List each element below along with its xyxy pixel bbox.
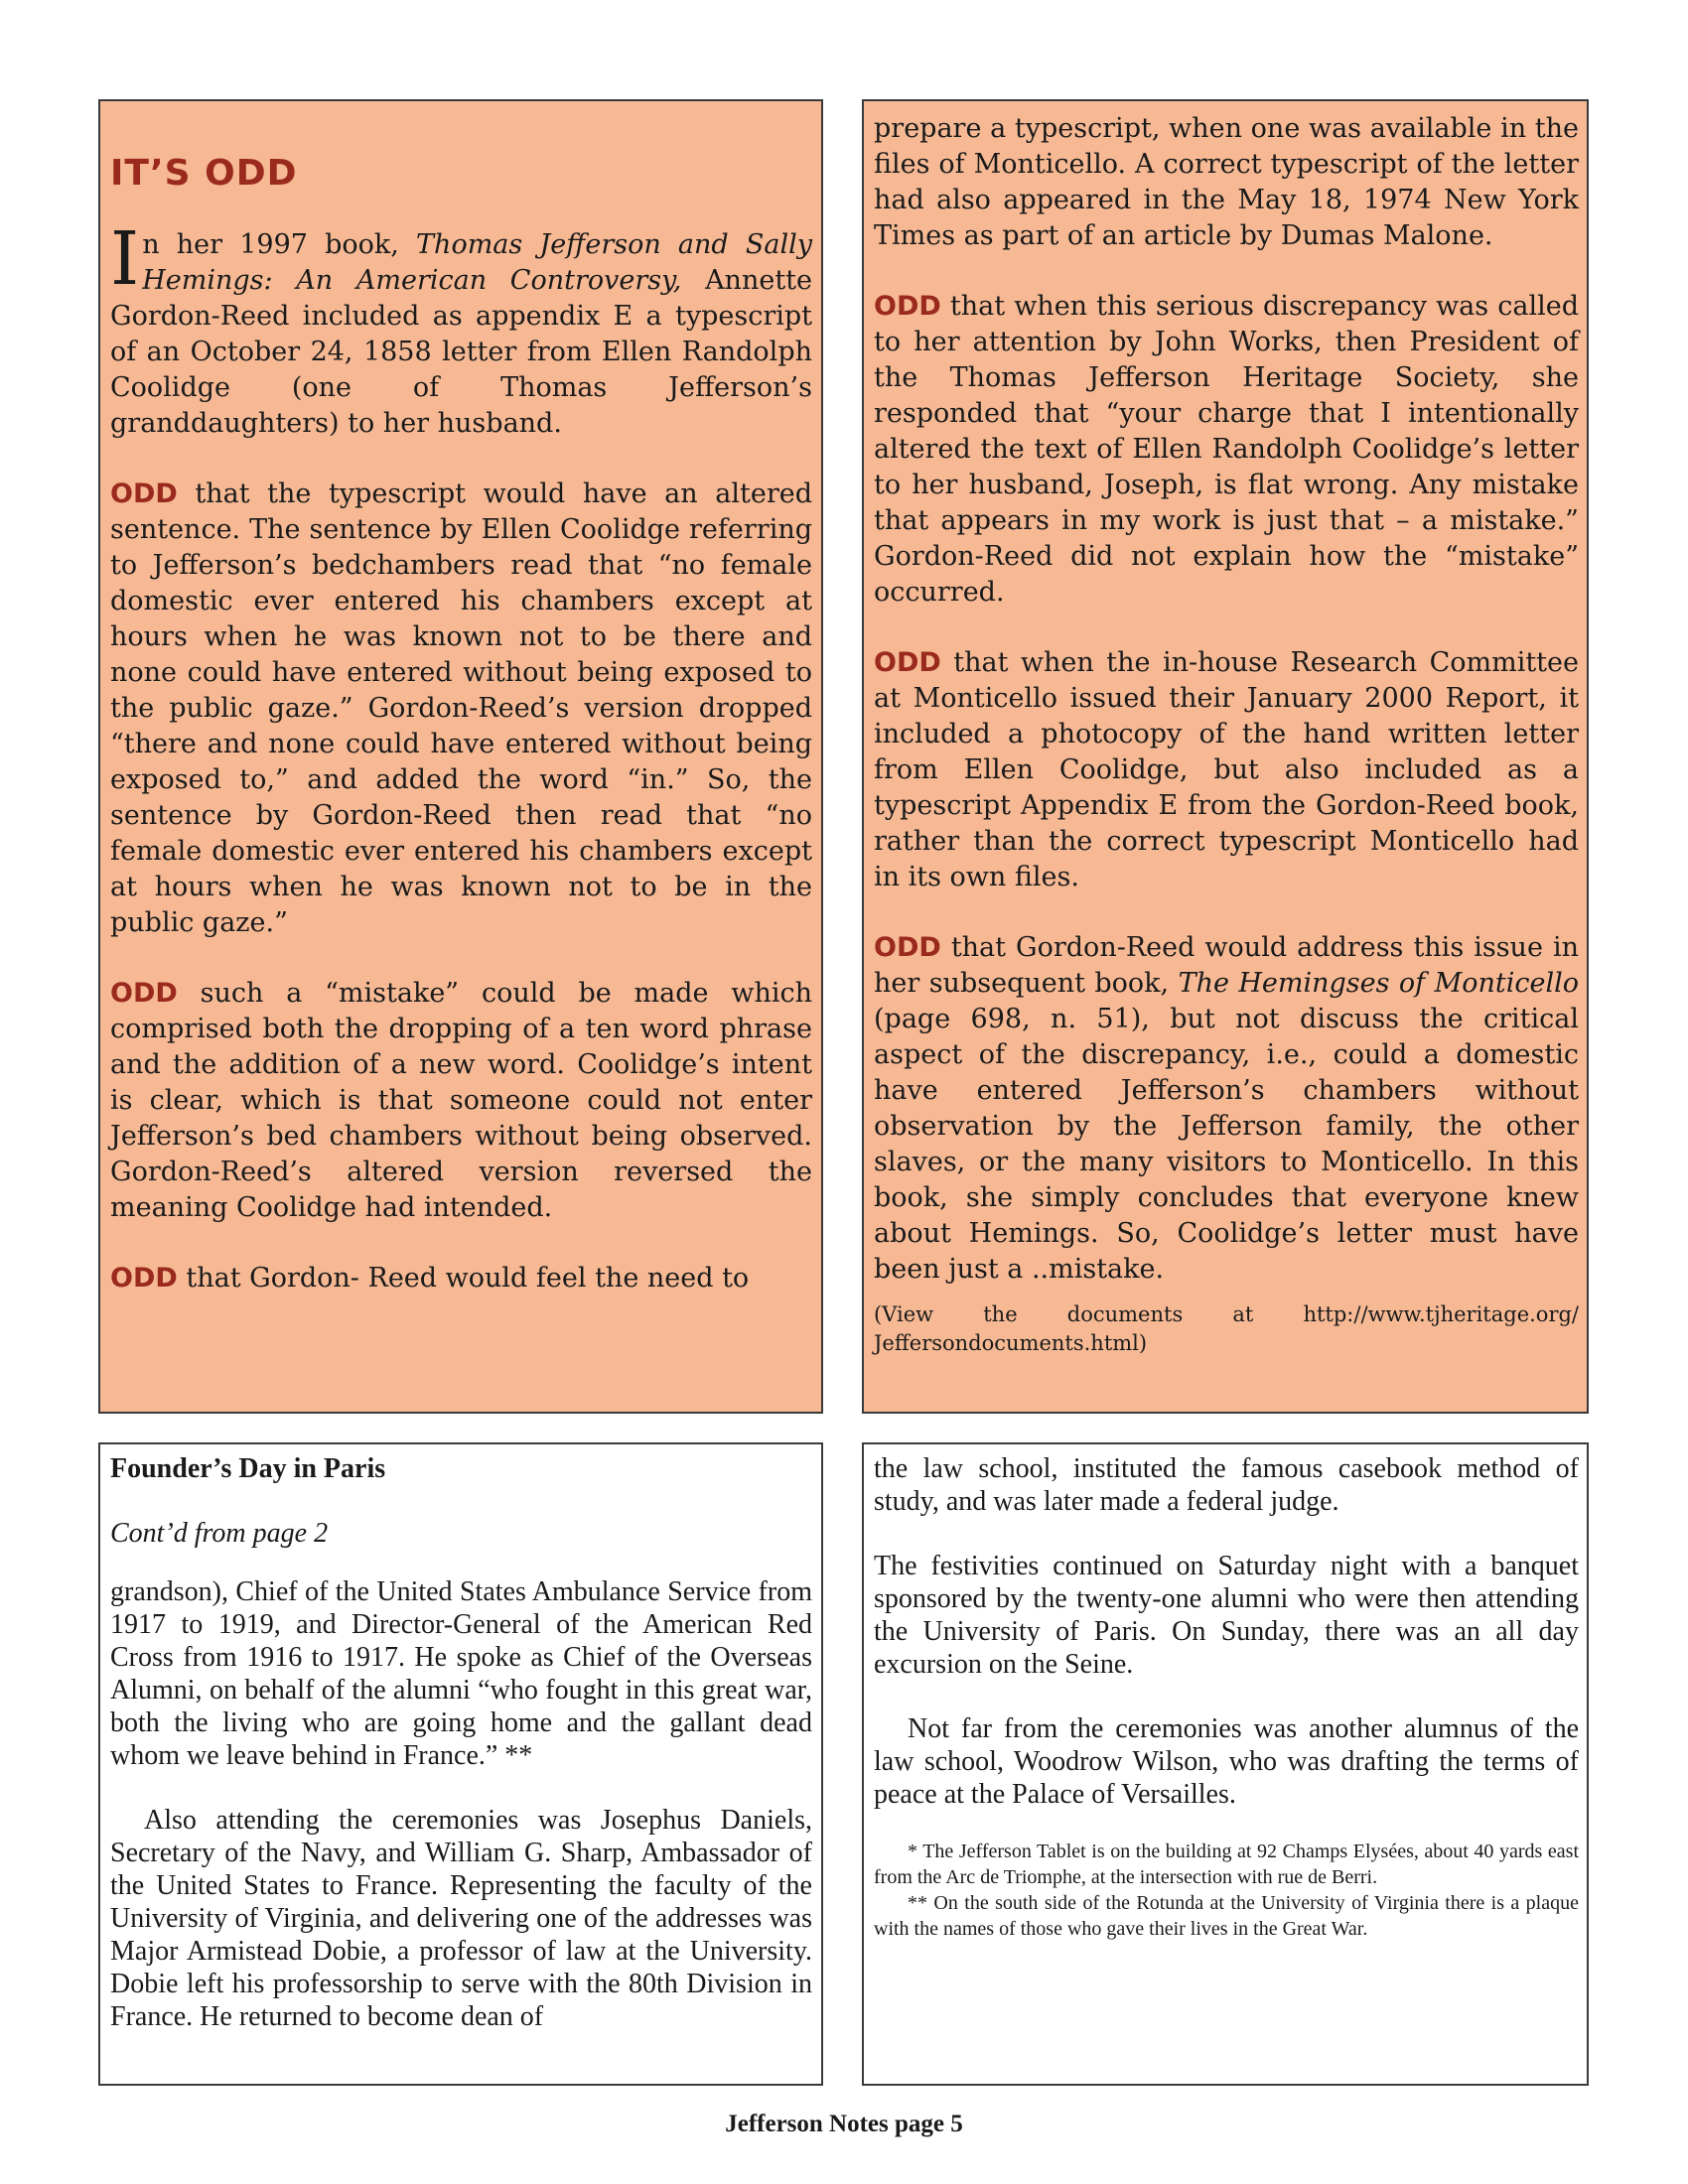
- founders-paragraph-3: the law school, instituted the famous casebook method of study, and was later made a federal judge.: [874, 1453, 1579, 1517]
- odd-point-6-text-a: that Gordon-Reed would address this issue in her subsequent book,: [874, 932, 1579, 999]
- its-odd-box-right: [862, 99, 1589, 1414]
- odd-point-1: [110, 477, 812, 941]
- its-odd-box-left: [98, 99, 823, 1414]
- odd-point-5-text: that when the in-house Research Committee at Monticello issued their January 2000 Report, it included a photocopy of the hand written letter from Ellen Coolidge, but also included as a typescript Appendix E from the Gordon-Reed book, rather than the correct typescript Monticello had in its own files.: [874, 647, 1579, 892]
- odd-label: ODD: [874, 647, 941, 678]
- continued-from-note: Cont’d from page 2: [110, 1518, 329, 1549]
- odd-label: ODD: [110, 1263, 178, 1294]
- documents-caption: [874, 1300, 1579, 1358]
- founders-day-title: Founder’s Day in Paris: [110, 1453, 386, 1484]
- footnote-rotunda: ** On the south side of the Rotunda at the University of Virginia there is a plaque with the names of those who gave their lives in the Great War.: [874, 1892, 1579, 1940]
- founders-paragraph-4: The festivities continued on Saturday night with a banquet sponsored by the twenty-one alumni who were then attending the University of Paris. On Sunday, there was an all day excursion on the Seine.: [874, 1551, 1579, 1680]
- intro-paragraph: [110, 216, 812, 442]
- book-title-hemingses: The Hemingses of Monticello: [1178, 968, 1580, 999]
- intro-text-b: Annette Gordon-Reed included as appendix E a typescript of an October 24, 1858 letter from Ellen Randolph Coolidge (one of Thomas Jefferson’s granddaughters) to her husband.: [110, 265, 812, 439]
- odd-point-4: [874, 289, 1579, 611]
- intro-text-a: n her 1997 book,: [142, 229, 417, 260]
- odd-point-6-text-b: (page 698, n. 51), but not discuss the critical aspect of the discrepancy, i.e., could a domestic have entered Jefferson’s chambers without observation by the Jefferson family, the other slaves, or the many visitors to Monticello. In this book, she simply concludes that everyone knew about Hemings. So, Coolidge’s letter must have been just a ..mistake.: [874, 1004, 1579, 1285]
- book-title-1997: Thomas Jefferson and Sally Hemings: An American Controversy,: [142, 229, 812, 296]
- odd-point-3-start-text: that Gordon- Reed would feel the need to: [177, 1263, 750, 1294]
- caption-end: ): [1138, 1331, 1148, 1355]
- founders-paragraph-5: Not far from the ceremonies was another alumnus of the law school, Woodrow Wilson, who was drafting the terms of peace at the Palace of Versailles.: [874, 1713, 1579, 1810]
- odd-point-2-text: such a “mistake” could be made which comprised both the dropping of a ten word phrase and the addition of a new word. Coolidge’s intent is clear, which is that someone could not enter Jefferson’s bed chambers without being observed. Gordon-Reed’s altered version reversed the meaning Coolidge had intended.: [110, 978, 812, 1223]
- page-footer: Jefferson Notes page 5: [725, 2111, 963, 2137]
- odd-point-1-text: that the typescript would have an altered sentence. The sentence by Ellen Coolidge referring to Jefferson’s bedchambers read that “no female domestic ever entered his chambers except at hours when he was known not to be there and none could have entered without being exposed to the public gaze.” Gordon-Reed’s version dropped “there and none could have entered without being exposed to,” and added the word “in.” So, the sentence by Gordon-Reed then read that “no female domestic ever entered his chambers except at hours when he was known not to be in the public gaze.”: [110, 478, 812, 938]
- founders-day-box-left: [98, 1442, 823, 2086]
- odd-point-2: [110, 976, 812, 1226]
- drop-cap: I: [110, 216, 140, 302]
- odd-point-6: [874, 930, 1579, 1288]
- odd-label: ODD: [874, 291, 941, 322]
- founders-paragraph-2: Also attending the ceremonies was Josephus Daniels, Secretary of the Navy, and William G. Sharp, Ambassador of the United States to France. Representing the faculty of the University of Virginia, and delivering one of the addresses was Major Armistead Dobie, a professor of law at the University. Dobie left his professorship to serve with the 80th Division in France. He returned to become dean of: [110, 1805, 812, 2032]
- odd-label: ODD: [874, 932, 941, 963]
- odd-point-5: [874, 645, 1579, 895]
- documents-link[interactable]: http://www.tjheritage.org/ Jeffersondocuments.html: [874, 1302, 1579, 1355]
- odd-point-3-continued: prepare a typescript, when one was available in the files of Monticello. A correct typescript of the letter had also appeared in the May 18, 1974 New York Times as part of an article by Dumas Malone.: [874, 113, 1579, 251]
- footnote-tablet: * The Jefferson Tablet is on the building at 92 Champs Elysées, about 40 yards east from the Arc de Triomphe, at the intersection with rue de Berri.: [874, 1841, 1579, 1888]
- odd-label: ODD: [110, 478, 178, 509]
- odd-point-3-start: [110, 1261, 812, 1297]
- its-odd-title: IT’S ODD: [110, 153, 298, 194]
- odd-label: ODD: [110, 978, 178, 1009]
- caption-text: (View the documents at: [874, 1302, 1304, 1326]
- founders-paragraph-1: grandson), Chief of the United States Ambulance Service from 1917 to 1919, and Director-General of the American Red Cross from 1916 to 1917. He spoke as Chief of the Overseas Alumni, on behalf of the alumni “who fought in this great war, both the living who are going home and the gallant dead whom we leave behind in France.” **: [110, 1576, 812, 1771]
- founders-day-box-right: [862, 1442, 1589, 2086]
- odd-point-4-text: that when this serious discrepancy was called to her attention by John Works, then President of the Thomas Jefferson Heritage Society, she responded that “your charge that I intentionally altered the text of Ellen Randolph Coolidge’s letter to her husband, Joseph, is flat wrong. Any mistake that appears in my work is just that – a mistake.” Gordon-Reed did not explain how the “mistake” occurred.: [874, 291, 1579, 608]
